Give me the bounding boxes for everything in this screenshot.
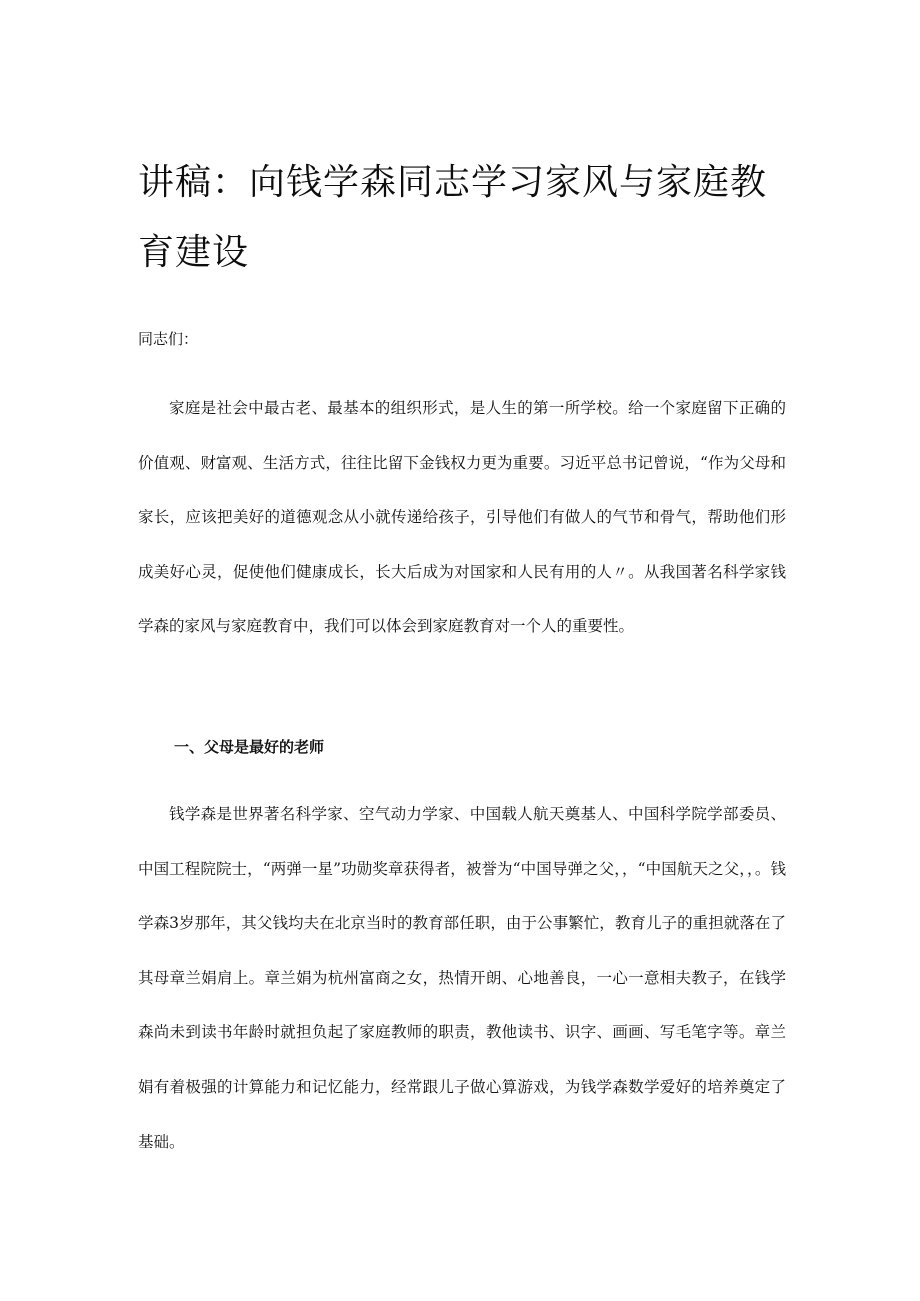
salutation: 同志们： [138,330,199,348]
intro-paragraph: 家庭是社会中最古老、最基本的组织形式，是人生的第一所学校。给一个家庭留下正确的价值观、财富观、生活方式，往往比留下金钱权力更为重要。习近平总书记曾说，“作为父母和家长，应该把美好的道德观念从小就传递给孩子，引导他们有做人的气节和骨气，帮助他们形成美好心灵，促使他们健康成长，长大后成为对国家和人民有用的人〃。从我国著名科学家钱学森的家风与家庭教育中，我们可以体会到家庭教育对一个人的重要性。 [138,399,786,636]
section-heading-parents: 一、父母是最好的老师 [174,738,325,756]
section-paragraph-parents: 钱学森是世界著名科学家、空气动力学家、中国载人航天奠基人、中国科学院学部委员、中国工程院院士，“两弹一星”功勋奖章获得者，被誉为“中国导弹之父，，“中国航天之父，，。钱学森3岁那年，其父钱均夫在北京当时的教育部任职，由于公事繁忙，教育儿子的重担就落在了其母章兰娟肩上。章兰娟为杭州富商之女，热情开朗、心地善良，一心一意相夫教子，在钱学森尚未到读书年龄时就担负起了家庭教师的职责，教他读书、识字、画画、写毛笔字等。章兰娟有着极强的计算能力和记忆能力，经常跟儿子做心算游戏，为钱学森数学爱好的培养奠定了基础。 [138,805,786,1151]
document-title: 讲稿：向钱学森同志学习家风与家庭教育建设 [138,162,768,273]
